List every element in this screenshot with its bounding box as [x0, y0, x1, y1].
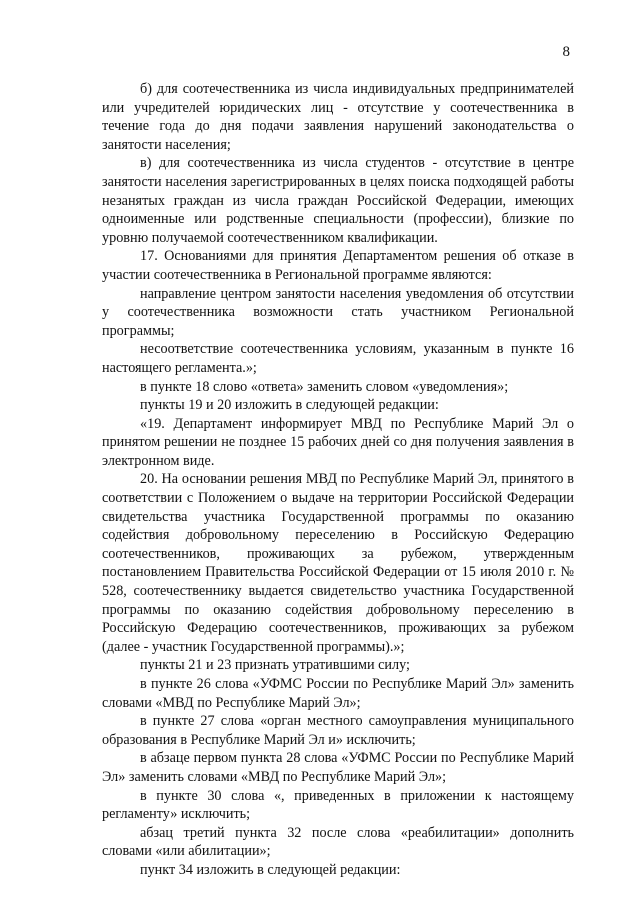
- paragraph: 20. На основании решения МВД по Республике Марий Эл, принятого в соответствии с Положением о выдаче на территории Российской Федерации свидетельства участника Государственной программы по оказанию содействия добровольному переселению в Российскую Федерацию соотечественников, проживающих за рубежом, утвержденным постановлением Правительства Российской Федерации от 15 июля 2010 г. № 528, соотечественнику выдается свидетельство участника Государственной программы по оказанию содействия добровольному переселению в Российскую Федерацию соотечественников, проживающих за рубежом (далее - участник Государственной программы).»;: [102, 471, 574, 655]
- paragraph: направление центром занятости населения уведомления об отсутствии у соотечественника возможности стать участником Региональной программы;: [102, 285, 574, 339]
- paragraph: пункт 34 изложить в следующей редакции:: [140, 861, 401, 878]
- paragraph: в абзаце первом пункта 28 слова «УФМС России по Республике Марий Эл» заменить словами «МВД по Республике Марий Эл»;: [102, 750, 574, 785]
- paragraph: абзац третий пункта 32 после слова «реабилитации» дополнить словами «или абилитации»;: [102, 824, 574, 860]
- paragraph: в пункте 27 слова «орган местного самоуправления муниципального образования в Республике Марий Эл и» исключить;: [102, 713, 574, 748]
- document-body: [102, 80, 574, 880]
- paragraph: в) для соотечественника из числа студентов - отсутствие в центре занятости населения зарегистрированных в целях поиска подходящей работы незанятых граждан из числа граждан Российской Федерации, имеющих одноименные или родственные специальности (профессии), близкие по уровню получаемой соотечественником квалификации.: [102, 155, 574, 246]
- paragraph: пункты 21 и 23 признать утратившими силу;: [140, 657, 410, 674]
- paragraph: в пункте 18 слово «ответа» заменить словом «уведомления»;: [140, 378, 509, 395]
- paragraph: «19. Департамент информирует МВД по Республике Марий Эл о принятом решении не позднее 15 рабочих дней со дня получения заявления в электронном виде.: [102, 415, 574, 469]
- paragraph: пункты 19 и 20 изложить в следующей редакции:: [140, 397, 439, 414]
- paragraph: в пункте 30 слова «, приведенных в приложении к настоящему регламенту» исключить;: [102, 787, 574, 823]
- page-number: 8: [562, 44, 570, 60]
- paragraph: в пункте 26 слова «УФМС России по Республике Марий Эл» заменить словами «МВД по Республике Марий Эл»;: [102, 676, 574, 711]
- paragraph: несоответствие соотечественника условиям, указанным в пункте 16 настоящего регламента.»;: [102, 341, 574, 376]
- paragraph: б) для соотечественника из числа индивидуальных предпринимателей или учредителей юридических лиц - отсутствие у соотечественника в течение года до дня подачи заявления нарушений законодательства о занятости населения;: [102, 81, 574, 153]
- paragraph: 17. Основаниями для принятия Департаментом решения об отказе в участии соотечественника в Региональной программе являются:: [102, 248, 574, 283]
